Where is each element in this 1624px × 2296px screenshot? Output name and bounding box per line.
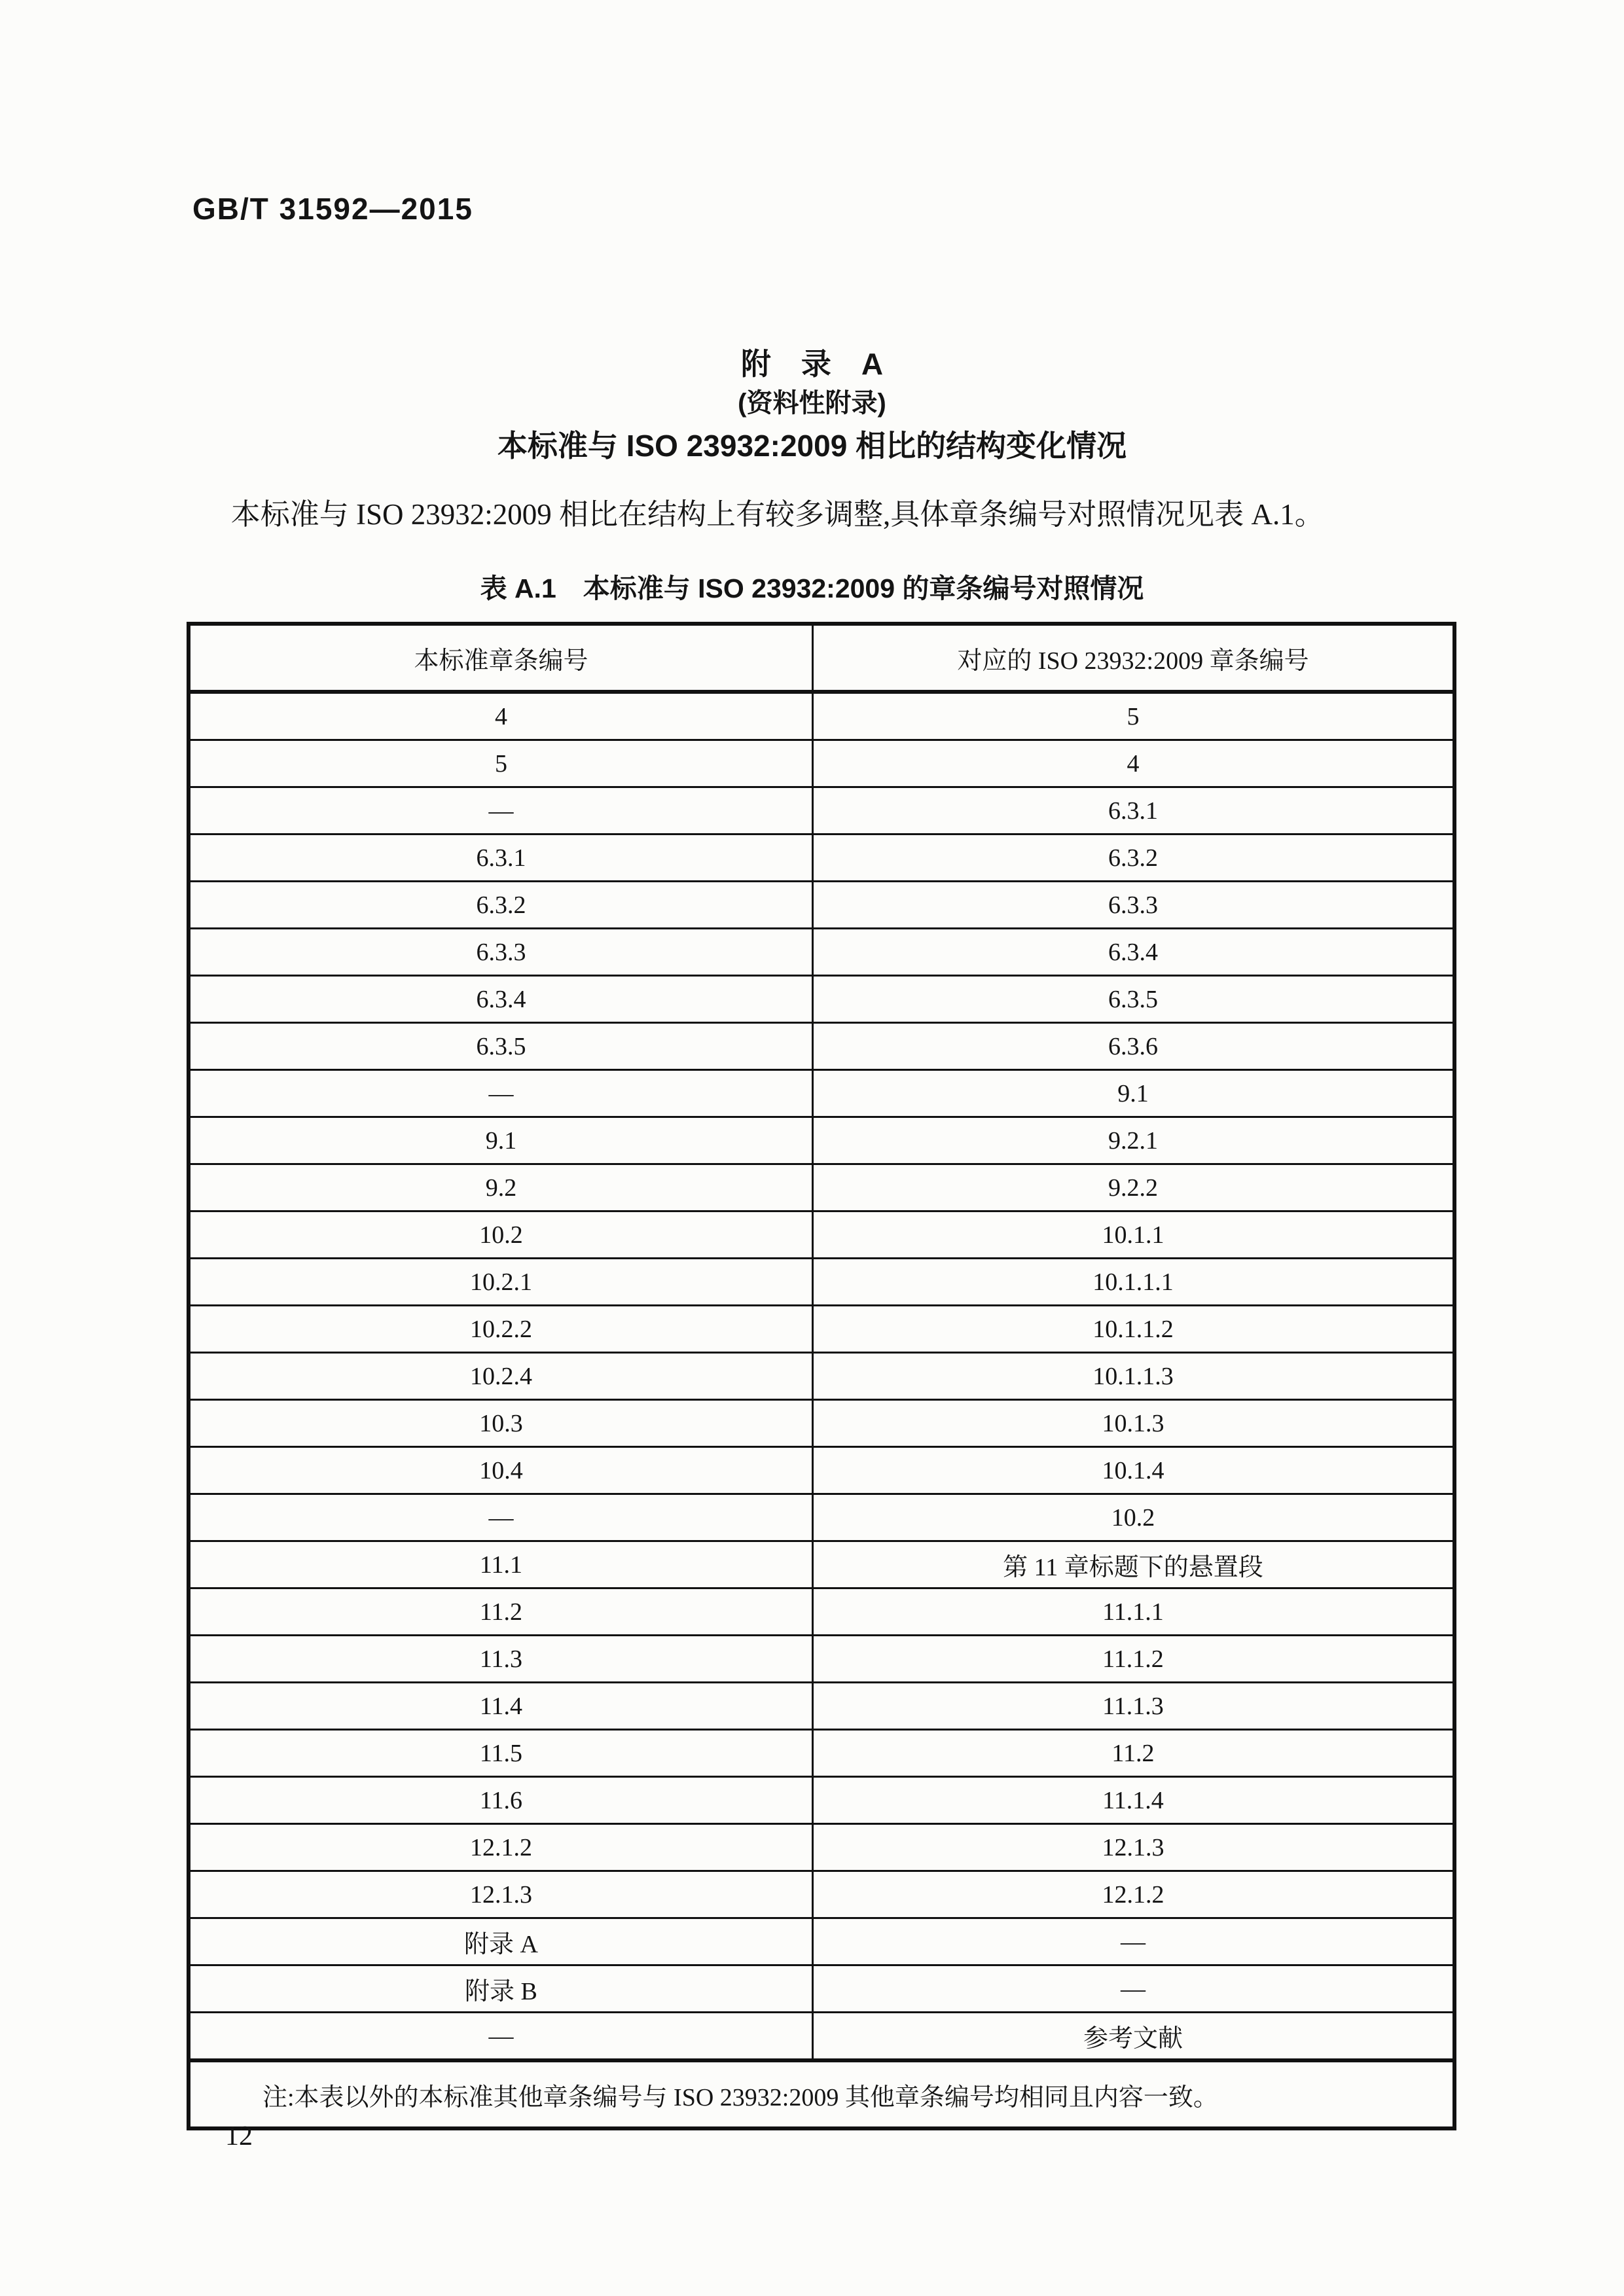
clause-mapping-table xyxy=(187,622,1456,2130)
page-number: 12 xyxy=(225,2121,253,2151)
std-clause-cell: 10.2 xyxy=(189,1211,812,1259)
appendix-title: 本标准与 ISO 23932:2009 相比的结构变化情况 xyxy=(497,429,1127,463)
iso-clause-cell: 12.1.2 xyxy=(812,1871,1454,1918)
iso-clause-cell: 6.3.2 xyxy=(812,834,1454,882)
std-clause-cell: 11.1 xyxy=(189,1541,812,1588)
table-row xyxy=(189,1588,1454,1636)
std-clause-cell: 6.3.3 xyxy=(189,929,812,976)
iso-clause-cell: 12.1.3 xyxy=(812,1824,1454,1871)
table-row xyxy=(189,1965,1454,2013)
std-clause-cell: 9.2 xyxy=(189,1164,812,1211)
iso-clause-cell: 9.2.2 xyxy=(812,1164,1454,1211)
table-row xyxy=(189,834,1454,882)
std-clause-cell: — xyxy=(189,1494,812,1541)
table-row xyxy=(189,1023,1454,1070)
table-row xyxy=(189,929,1454,976)
iso-clause-cell: 9.2.1 xyxy=(812,1117,1454,1164)
table-caption: 表 A.1 本标准与 ISO 23932:2009 的章条编号对照情况 xyxy=(480,573,1144,603)
std-clause-cell: 5 xyxy=(189,740,812,787)
std-clause-cell: 11.4 xyxy=(189,1683,812,1730)
std-clause-cell: 10.4 xyxy=(189,1447,812,1494)
std-clause-cell: 10.2.4 xyxy=(189,1353,812,1400)
table-row xyxy=(189,740,1454,787)
iso-clause-cell: 11.1.1 xyxy=(812,1588,1454,1636)
std-clause-cell: — xyxy=(189,2013,812,2061)
iso-clause-cell: 10.1.3 xyxy=(812,1400,1454,1447)
table-row xyxy=(189,1918,1454,1965)
std-clause-cell: 12.1.3 xyxy=(189,1871,812,1918)
iso-clause-cell: 10.1.4 xyxy=(812,1447,1454,1494)
iso-clause-cell: — xyxy=(812,1918,1454,1965)
table-header-row xyxy=(189,624,1454,692)
table-row xyxy=(189,787,1454,834)
table-row xyxy=(189,1164,1454,1211)
table-row xyxy=(189,1541,1454,1588)
appendix-heading: 附 录 A xyxy=(740,347,884,381)
column-header-iso-clause: 对应的 ISO 23932:2009 章条编号 xyxy=(812,624,1454,692)
iso-clause-cell: 参考文献 xyxy=(812,2013,1454,2061)
table-row xyxy=(189,1777,1454,1824)
table-row xyxy=(189,1636,1454,1683)
std-clause-cell: — xyxy=(189,787,812,834)
table-row xyxy=(189,1683,1454,1730)
table-row xyxy=(189,1259,1454,1306)
table-row xyxy=(189,1306,1454,1353)
table-row xyxy=(189,882,1454,929)
standard-code-header: GB/T 31592—2015 xyxy=(192,192,473,226)
iso-clause-cell: 11.1.2 xyxy=(812,1636,1454,1683)
std-clause-cell: 10.2.1 xyxy=(189,1259,812,1306)
std-clause-cell: 附录 B xyxy=(189,1965,812,2013)
std-clause-cell: 6.3.5 xyxy=(189,1023,812,1070)
intro-paragraph: 本标准与 ISO 23932:2009 相比在结构上有较多调整,具体章条编号对照情况见表 A.1。 xyxy=(230,498,1324,531)
iso-clause-cell: 4 xyxy=(812,740,1454,787)
std-clause-cell: 11.5 xyxy=(189,1730,812,1777)
table-row xyxy=(189,1824,1454,1871)
iso-clause-cell: 10.1.1.3 xyxy=(812,1353,1454,1400)
table-row xyxy=(189,1400,1454,1447)
table-row xyxy=(189,1447,1454,1494)
std-clause-cell: — xyxy=(189,1070,812,1117)
std-clause-cell: 11.2 xyxy=(189,1588,812,1636)
table-row xyxy=(189,1211,1454,1259)
std-clause-cell: 6.3.4 xyxy=(189,976,812,1023)
std-clause-cell: 附录 A xyxy=(189,1918,812,1965)
iso-clause-cell: 6.3.3 xyxy=(812,882,1454,929)
table-note-row xyxy=(189,2060,1454,2128)
iso-clause-cell: — xyxy=(812,1965,1454,2013)
iso-clause-cell: 9.1 xyxy=(812,1070,1454,1117)
appendix-subheading: (资料性附录) xyxy=(738,389,886,418)
std-clause-cell: 6.3.2 xyxy=(189,882,812,929)
table-row xyxy=(189,1871,1454,1918)
table-body xyxy=(189,692,1454,2060)
iso-clause-cell: 11.2 xyxy=(812,1730,1454,1777)
table-row xyxy=(189,976,1454,1023)
std-clause-cell: 10.2.2 xyxy=(189,1306,812,1353)
std-clause-cell: 9.1 xyxy=(189,1117,812,1164)
iso-clause-cell: 11.1.4 xyxy=(812,1777,1454,1824)
table-row xyxy=(189,1494,1454,1541)
iso-clause-cell: 6.3.4 xyxy=(812,929,1454,976)
iso-clause-cell: 10.2 xyxy=(812,1494,1454,1541)
iso-clause-cell: 第 11 章标题下的悬置段 xyxy=(812,1541,1454,1588)
std-clause-cell: 11.6 xyxy=(189,1777,812,1824)
table-row xyxy=(189,2013,1454,2061)
table-row xyxy=(189,1730,1454,1777)
iso-clause-cell: 11.1.3 xyxy=(812,1683,1454,1730)
std-clause-cell: 12.1.2 xyxy=(189,1824,812,1871)
column-header-standard-clause: 本标准章条编号 xyxy=(189,624,812,692)
iso-clause-cell: 6.3.1 xyxy=(812,787,1454,834)
table-row xyxy=(189,1117,1454,1164)
iso-clause-cell: 10.1.1.2 xyxy=(812,1306,1454,1353)
iso-clause-cell: 10.1.1.1 xyxy=(812,1259,1454,1306)
std-clause-cell: 11.3 xyxy=(189,1636,812,1683)
table-note: 注:本表以外的本标准其他章条编号与 ISO 23932:2009 其他章条编号均相同且内容一致。 xyxy=(189,2060,1454,2128)
iso-clause-cell: 10.1.1 xyxy=(812,1211,1454,1259)
table-row xyxy=(189,1353,1454,1400)
std-clause-cell: 10.3 xyxy=(189,1400,812,1447)
std-clause-cell: 6.3.1 xyxy=(189,834,812,882)
iso-clause-cell: 5 xyxy=(812,692,1454,740)
table-row xyxy=(189,692,1454,740)
std-clause-cell: 4 xyxy=(189,692,812,740)
table-row xyxy=(189,1070,1454,1117)
iso-clause-cell: 6.3.6 xyxy=(812,1023,1454,1070)
iso-clause-cell: 6.3.5 xyxy=(812,976,1454,1023)
